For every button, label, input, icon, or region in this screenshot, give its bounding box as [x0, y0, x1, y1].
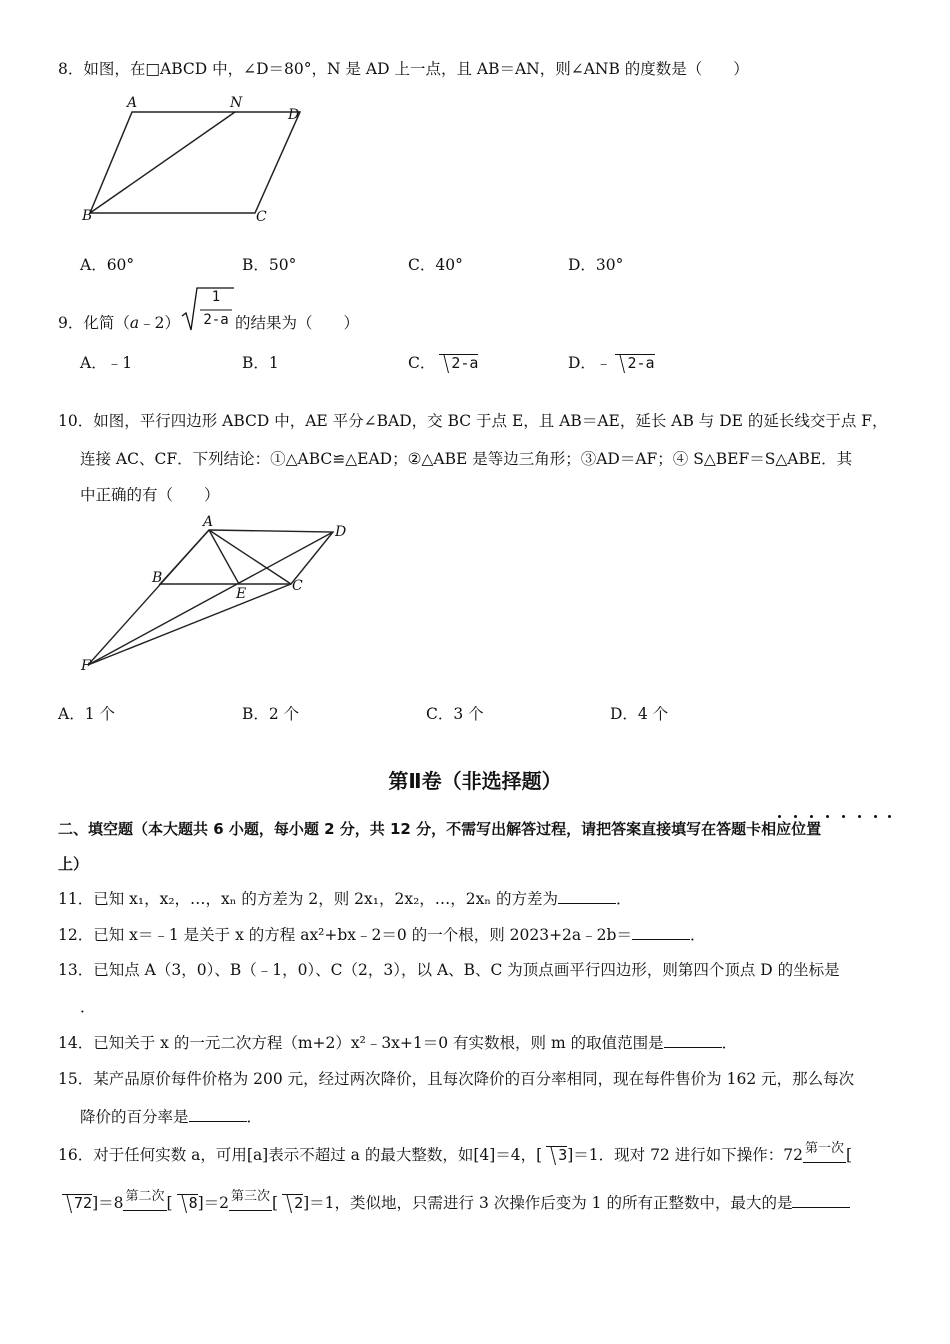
q10-line3: 中正确的有（ ）	[80, 486, 220, 504]
q16-rad2: 2	[282, 1194, 303, 1212]
q16-line1: 16．对于任何实数 a，可用[a]表示不超过 a 的最大整数，如[4]＝4，[ 3]＝1．现对 72 进行如下操作：72 第一次 [	[58, 1144, 852, 1168]
q16-step2-arrow: 第二次	[123, 1186, 166, 1208]
q10-label-b: B	[152, 570, 163, 586]
q13-line1: 13．已知点 A（3，0）、B（﹣1，0）、C（2，3），以 A、B、C 为顶点画平行四边形，则第四个顶点 D 的坐标是	[58, 961, 840, 979]
q9-option-a[interactable]: A．﹣1	[80, 354, 133, 372]
q16-rad72: 72	[62, 1194, 92, 1212]
q13-line2: ．	[80, 998, 96, 1016]
q9-option-c[interactable]: C． 2-a	[408, 354, 479, 372]
q16-line2: 72]＝8 第二次 [ 8]＝2 第三次 [ 2]＝1，类似地，只需进行 3 次操作后变为 1 的所有正整数中，最大的是	[58, 1192, 850, 1216]
q8-label-b: B	[82, 208, 93, 224]
q11-answer-blank[interactable]	[558, 889, 616, 904]
q10-label-f: F	[81, 658, 91, 674]
q8-figure	[80, 92, 310, 227]
q8-stem: 8．如图，在□ABCD 中，∠D＝80°，N 是 AD 上一点，且 AB＝AN，则∠ANB 的度数是（ ）	[58, 60, 749, 78]
q10-label-d: D	[335, 524, 347, 540]
q15-line1: 15．某产品原价每件价格为 200 元，经过两次降价，且每次降价的百分率相同，现在每件售价为 162 元，那么每次	[58, 1070, 855, 1088]
q9-radical	[180, 286, 235, 334]
q10-segment-cf	[88, 584, 291, 665]
q9-option-b[interactable]: B．1	[242, 354, 279, 372]
q10-label-c: C	[292, 578, 303, 594]
q10-label-e: E	[236, 586, 247, 602]
q10-parallelogram	[160, 530, 333, 584]
q9-option-c-radical: 2-a	[439, 354, 478, 372]
q10-segment-af	[88, 530, 209, 665]
q8-label-d: D	[288, 107, 300, 123]
q11: 11．已知 x₁，x₂，…，xₙ 的方差为 2，则 2x₁，2x₂，…，2xₙ 的方差为 ．	[58, 890, 632, 908]
q8-label-n: N	[230, 95, 243, 111]
q10-option-c[interactable]: C．3 个	[426, 705, 484, 723]
q8-label-a: A	[127, 95, 138, 111]
section-instruction-line1: 二、填空题（本大题共 6 小题，每小题 2 分，共 12 分，不需写出解答过程，请把答案直接填写在答题卡相应位置	[58, 820, 822, 838]
q10-figure	[78, 512, 358, 677]
q16-rad3: 3	[546, 1146, 567, 1164]
q9-option-d[interactable]: D．﹣ 2-a	[568, 354, 655, 372]
section-instruction-line2: 上）	[58, 855, 89, 873]
q10-segment-ae	[209, 530, 239, 584]
q12: 12．已知 x＝﹣1 是关于 x 的方程 ax²+bx﹣2＝0 的一个根，则 2023+2a﹣2b＝ ．	[58, 926, 706, 944]
q9-frac-num: 1	[211, 289, 221, 305]
q10-option-d[interactable]: D．4 个	[610, 705, 669, 723]
q15-line2: 降价的百分率是 ．	[80, 1108, 263, 1126]
q8-option-d[interactable]: D．30°	[568, 256, 624, 274]
section-title: 第Ⅱ卷（非选择题）	[388, 769, 562, 793]
q14-answer-blank[interactable]	[664, 1033, 722, 1048]
q8-option-c[interactable]: C．40°	[408, 256, 463, 274]
q16-step1-arrow: 第一次	[803, 1138, 846, 1160]
q10-segment-df	[88, 532, 333, 665]
q16-rad8: 8	[177, 1194, 198, 1212]
q15-answer-blank[interactable]	[189, 1107, 247, 1122]
q10-line2: 连接 AC、CF．下列结论：①△ABC≌△EAD；②△ABE 是等边三角形；③AD＝AF；④ S△BEF＝S△ABE．其	[80, 450, 853, 468]
q10-line1: 10．如图，平行四边形 ABCD 中，AE 平分∠BAD，交 BC 于点 E，且 AB＝AE，延长 AB 与 DE 的延长线交于点 F，	[58, 412, 888, 430]
q8-option-b[interactable]: B．50°	[242, 256, 297, 274]
q9-stem-tail: 的结果为（ ）	[235, 314, 360, 332]
q8-option-a[interactable]: A．60°	[80, 256, 135, 274]
q14: 14．已知关于 x 的一元二次方程（m+2）x²﹣3x+1＝0 有实数根，则 m 的取值范围是 ．	[58, 1034, 738, 1052]
q9-option-d-radical: 2-a	[615, 354, 654, 372]
q10-option-b[interactable]: B．2 个	[242, 705, 300, 723]
q9-stem: 9．化简（a﹣2）	[58, 314, 180, 332]
q8-label-c: C	[256, 209, 267, 225]
q10-label-a: A	[203, 514, 214, 530]
q8-parallelogram	[90, 112, 300, 213]
q9-frac-den: 2-a	[203, 312, 229, 328]
q10-option-a[interactable]: A．1 个	[58, 705, 115, 723]
q16-step3-arrow: 第三次	[229, 1186, 272, 1208]
q10-segment-ac	[209, 530, 291, 584]
q16-answer-blank[interactable]	[792, 1193, 850, 1208]
q12-answer-blank[interactable]	[632, 925, 690, 940]
